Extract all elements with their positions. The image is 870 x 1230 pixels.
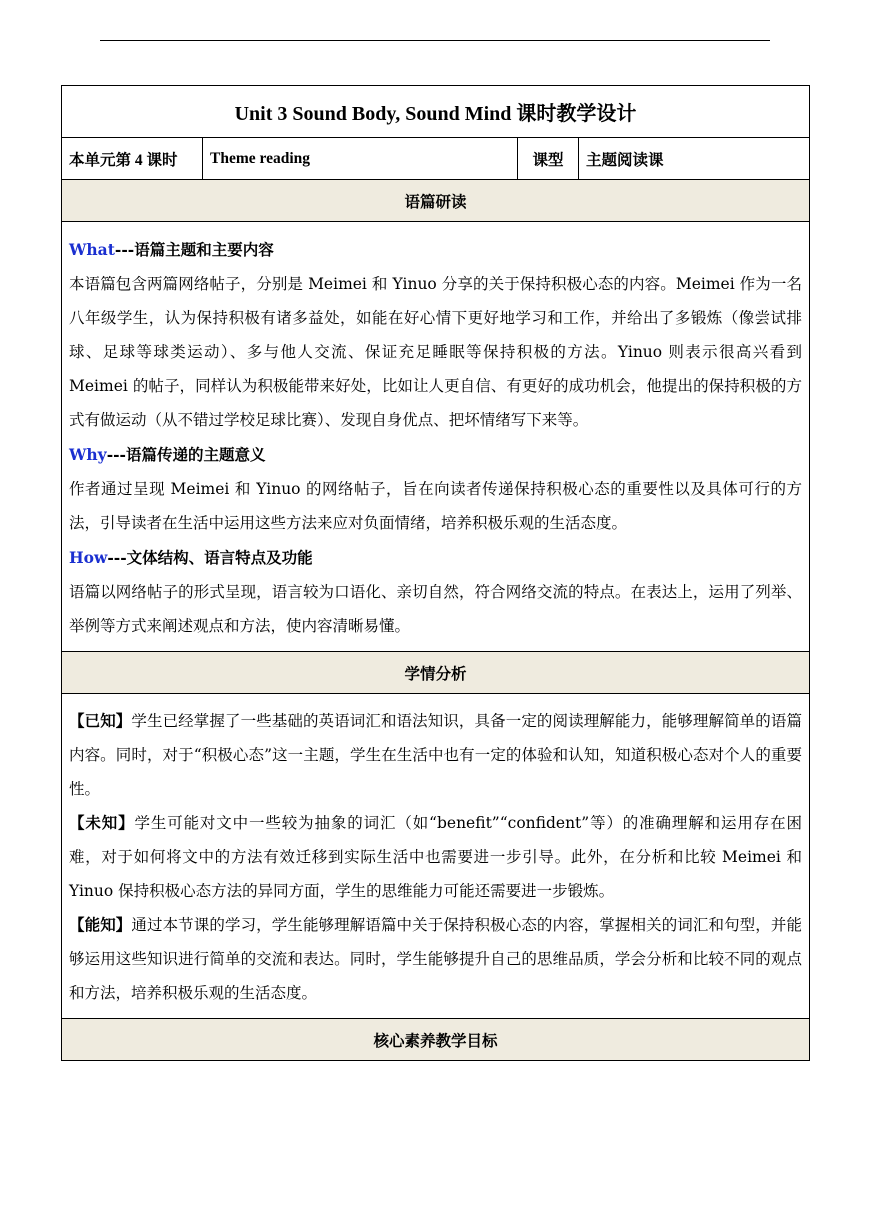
why-body: 作者通过呈现 Meimei 和 Yinuo 的网络帖子，旨在向读者传递保持积极心态的重要性以及具体可行的方法，引导读者在生活中运用这些方法来应对负面情绪，培养积极乐观的生活态度。 bbox=[69, 480, 802, 532]
doc-title: Unit 3 Sound Body, Sound Mind 课时教学设计 bbox=[62, 86, 810, 138]
how-title: ---文体结构、语言特点及功能 bbox=[107, 548, 313, 567]
unknown-paragraph bbox=[69, 806, 802, 908]
lesson-plan-table bbox=[61, 85, 810, 1061]
text-analysis-heading: 语篇研读 bbox=[62, 180, 810, 222]
student-analysis-heading: 学情分析 bbox=[62, 652, 810, 694]
what-body: 本语篇包含两篇网络帖子，分别是 Meimei 和 Yinuo 分享的关于保持积极心态的内容。Meimei 作为一名八年级学生，认为保持积极有诸多益处，如能在好心情下更好地学习和工作，并给出了多锻炼（像尝试排球、足球等球类运动）、多与他人交流、保证充足睡眠等保持积极的方法。Yinuo 则表示很高兴看到 Meimei 的帖子，同样认为积极能带来好处，比如让人更自信、有更好的成功机会，他提出的保持积极的方式有做运动（从不错过学校足球比赛）、发现自身优点、把坏情绪写下来等。 bbox=[69, 275, 802, 429]
page-header-rule bbox=[100, 40, 770, 41]
text-analysis-content bbox=[62, 222, 810, 652]
known-label: 【已知】 bbox=[69, 711, 132, 730]
known-body: 学生已经掌握了一些基础的英语词汇和语法知识，具备一定的阅读理解能力，能够理解简单的语篇内容。同时，对于“积极心态”这一主题，学生在生活中也有一定的体验和认知，知道积极心态对个人的重要性。 bbox=[69, 712, 802, 798]
theme-value: Theme reading bbox=[203, 138, 518, 180]
what-keyword: What bbox=[69, 240, 115, 259]
student-analysis-content bbox=[62, 694, 810, 1019]
what-heading bbox=[69, 238, 802, 262]
able-label: 【能知】 bbox=[69, 915, 132, 934]
type-value: 主题阅读课 bbox=[579, 138, 810, 180]
why-keyword: Why bbox=[69, 445, 107, 464]
known-paragraph bbox=[69, 704, 802, 806]
able-body: 通过本节课的学习，学生能够理解语篇中关于保持积极心态的内容，掌握相关的词汇和句型，并能够运用这些知识进行简单的交流和表达。同时，学生能够提升自己的思维品质，学会分析和比较不同的观点和方法，培养积极乐观的生活态度。 bbox=[69, 916, 802, 1002]
able-paragraph bbox=[69, 908, 802, 1010]
why-title: ---语篇传递的主题意义 bbox=[106, 445, 266, 464]
lesson-label: 本单元第 4 课时 bbox=[62, 138, 203, 180]
unknown-body: 学生可能对文中一些较为抽象的词汇（如“benefit”“confident”等）的准确理解和运用存在困难，对于如何将文中的方法有效迁移到实际生活中也需要进一步引导。此外，在分析和比较 Meimei 和 Yinuo 保持积极心态方法的异同方面，学生的思维能力可能还需要进一步锻炼。 bbox=[69, 814, 802, 900]
how-body: 语篇以网络帖子的形式呈现，语言较为口语化、亲切自然，符合网络交流的特点。在表达上，运用了列举、举例等方式来阐述观点和方法，使内容清晰易懂。 bbox=[69, 583, 802, 635]
what-title: ---语篇主题和主要内容 bbox=[114, 240, 274, 259]
why-heading bbox=[69, 443, 802, 467]
how-heading bbox=[69, 546, 802, 570]
unknown-label: 【未知】 bbox=[69, 813, 135, 832]
type-label: 课型 bbox=[518, 138, 579, 180]
how-keyword: How bbox=[69, 548, 108, 567]
teaching-goals-heading: 核心素养教学目标 bbox=[62, 1019, 810, 1061]
